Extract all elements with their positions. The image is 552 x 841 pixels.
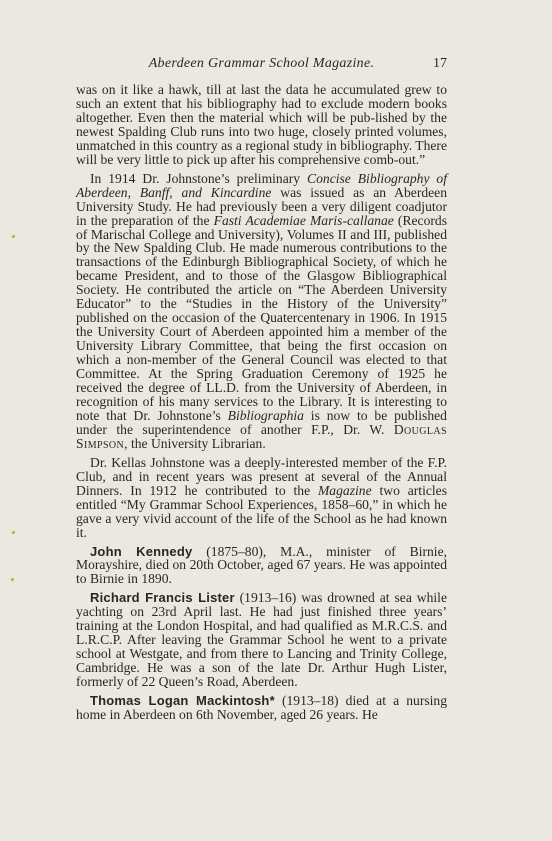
text-run: Dr. Kellas Johnstone was a deeply-interested member of the F.P. Club, and in recent years was present at several of the Annual Dinners. In 1912 he contributed to the bbox=[76, 454, 447, 498]
paragraph-fp-club bbox=[76, 456, 447, 540]
text-run: (1913–16) was drowned at sea while yachting on 23rd April last. He had just finished three years’ training at the London Hospital, and had qualified as M.R.C.S. and L.R.C.P. After leaving the Grammar School he went to a private school at Westgate, and from there to Lancing and Trinity College, Cambridge. He was a son of the late Dr. Arthur Hugh Lister, formerly of 22 Queen’s Road, Aberdeen. bbox=[76, 590, 447, 690]
page-header bbox=[76, 56, 447, 76]
obituary-name: John Kennedy bbox=[90, 543, 193, 559]
italic-title: Concise Bibliography of Aberdeen, Banff, and Kincardine bbox=[76, 170, 448, 200]
italic-title: Magazine bbox=[317, 482, 372, 498]
margin-speck bbox=[11, 578, 14, 581]
text-run: In 1914 Dr. Johnstone’s preliminary bbox=[90, 170, 308, 186]
text-run: was issued as an Aberdeen University Study. He had previously been a very diligent coadjutor in the preparation of the bbox=[76, 184, 448, 228]
text-run: (1913–18) died at a nursing home in Aberdeen on 6th November, aged 26 years. He bbox=[76, 693, 448, 722]
text-run: two articles entitled “My Grammar School Experiences, 1858–60,” in which he gave a very vivid account of the life of the School as he had known it. bbox=[76, 482, 447, 540]
small-caps-name: Douglas Simpson bbox=[76, 421, 447, 451]
margin-speck bbox=[12, 235, 15, 238]
text-run: was on it like a hawk, till at last the data he accumulated grew to such an extent that his bibliography had to exclude modern books altogether. Even then the material which will be pub-lished by the newest Spalding Club runs into two huge, closely printed volumes, unmatched in this country as a regional study in bibliography. There will be very little to pick up after his comprehensive comb-out.” bbox=[76, 82, 447, 167]
text-run: (1875–80), M.A., minister of Birnie, Morayshire, died on 20th October, aged 67 years. He was appointed to Birnie in 1890. bbox=[76, 543, 448, 587]
obituary-thomas-logan-mackintosh bbox=[76, 694, 447, 722]
obituary-name: Thomas Logan Mackintosh* bbox=[90, 693, 275, 709]
paragraph-bibliography bbox=[76, 172, 447, 451]
obituary-name: Richard Francis Lister bbox=[90, 590, 235, 606]
running-title: Aberdeen Grammar School Magazine. bbox=[148, 56, 375, 71]
text-run: (Records of Marischal College and University), Volumes II and III, published by the New Spalding Club. He made numerous contributions to the transactions of the Edinburgh Bibliographical Society, of which he became President, and to those of the Glasgow Bibliographical Society. He contributed the article on “The Aberdeen University Educator” to the “Studies in the History of the University” published on the occasion of the Quatercentenary in 1906. In 1915 the University Court of Aberdeen appointed him a member of the University Library Committee, that being the first occasion on which a non-member of the General Council was elected to that Committee. At the Spring Graduation Ceremony of 1925 he received the degree of LL.D. from the University of Aberdeen, in recognition of his many services to the Library. It is interesting to note that Dr. Johnstone’s bbox=[76, 212, 447, 423]
obituary-john-kennedy bbox=[76, 545, 447, 587]
italic-title: Fasti Academiae Maris-callanae bbox=[213, 212, 394, 228]
text-run: is now to be published under the superintendence of another F.P., Dr. W. bbox=[76, 407, 447, 437]
page-number: 17 bbox=[433, 56, 447, 71]
paragraph-continued bbox=[76, 83, 447, 167]
margin-speck bbox=[12, 531, 15, 534]
obituary-richard-francis-lister bbox=[76, 591, 447, 689]
text-run: , the University Librarian. bbox=[124, 435, 266, 451]
italic-title: Bibliographia bbox=[227, 407, 304, 423]
body-text bbox=[76, 83, 447, 722]
